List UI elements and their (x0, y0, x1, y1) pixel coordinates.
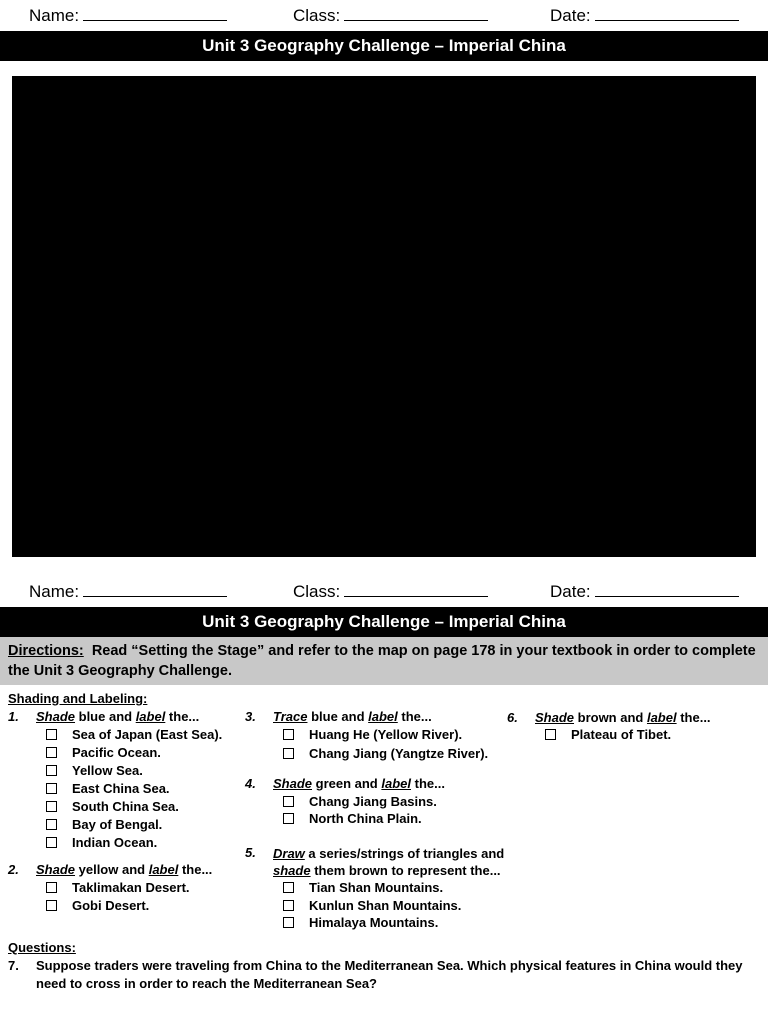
date-label: Date: (550, 6, 591, 25)
class-field[interactable] (293, 6, 488, 26)
checkbox (46, 837, 57, 848)
checklist-item[interactable]: Kunlun Shan Mountains. (283, 898, 461, 913)
question-7: 7. Suppose traders were traveling from China to the Mediterranean Sea. Which physical features in China would they need to cross in order to reach the Mediterranean Sea? (8, 958, 743, 991)
checklist-item[interactable]: Taklimakan Desert. (46, 880, 190, 895)
checklist-item[interactable]: Huang He (Yellow River). (283, 727, 462, 742)
checklist-item[interactable]: Himalaya Mountains. (283, 915, 438, 930)
checklist-item[interactable]: East China Sea. (46, 781, 170, 796)
checkbox (46, 819, 57, 830)
name-label: Name: (29, 582, 80, 601)
name-field[interactable] (29, 582, 227, 602)
checkbox (283, 748, 294, 759)
checklist-item[interactable]: Gobi Desert. (46, 898, 149, 913)
class-label: Class: (293, 582, 341, 601)
checklist-item[interactable]: Tian Shan Mountains. (283, 880, 443, 895)
page-title: Unit 3 Geography Challenge – Imperial China (0, 607, 768, 637)
directions-label: Directions: (8, 643, 84, 659)
checkbox (283, 917, 294, 928)
name-label: Name: (29, 6, 80, 25)
directions-box (0, 637, 768, 685)
checkbox (283, 882, 294, 893)
checklist-item[interactable]: Pacific Ocean. (46, 745, 161, 760)
shading-heading: Shading and Labeling: (8, 691, 148, 706)
checkbox (46, 729, 57, 740)
checklist-item[interactable]: Plateau of Tibet. (545, 727, 671, 742)
page-title: Unit 3 Geography Challenge – Imperial China (0, 31, 768, 61)
checklist-item[interactable]: Indian Ocean. (46, 835, 157, 850)
checkbox (283, 900, 294, 911)
name-field[interactable] (29, 6, 227, 26)
checklist-item[interactable]: South China Sea. (46, 799, 179, 814)
checklist-item[interactable]: North China Plain. (283, 811, 422, 826)
questions-heading: Questions: (8, 940, 76, 955)
checklist-item[interactable]: Bay of Bengal. (46, 817, 162, 832)
checkbox (283, 796, 294, 807)
checkbox (46, 882, 57, 893)
class-label: Class: (293, 6, 341, 25)
checkbox (46, 747, 57, 758)
class-field[interactable] (293, 582, 488, 602)
checklist-item[interactable]: Chang Jiang (Yangtze River). (283, 746, 488, 761)
checklist-item[interactable]: Yellow Sea. (46, 763, 143, 778)
checklist-item[interactable]: Chang Jiang Basins. (283, 794, 437, 809)
date-field[interactable] (550, 582, 739, 602)
checkbox (46, 765, 57, 776)
checkbox (46, 783, 57, 794)
date-label: Date: (550, 582, 591, 601)
header-row-top (0, 4, 768, 34)
map-area (12, 76, 756, 557)
checkbox (283, 729, 294, 740)
checkbox (46, 801, 57, 812)
checkbox (545, 729, 556, 740)
directions-text: Read “Setting the Stage” and refer to the map on page 178 in your textbook in order to complete the Unit 3 Geography Challenge. (8, 643, 756, 679)
header-row-bottom (0, 580, 768, 610)
checkbox (283, 813, 294, 824)
checklist-item[interactable]: Sea of Japan (East Sea). (46, 727, 222, 742)
checkbox (46, 900, 57, 911)
date-field[interactable] (550, 6, 739, 26)
